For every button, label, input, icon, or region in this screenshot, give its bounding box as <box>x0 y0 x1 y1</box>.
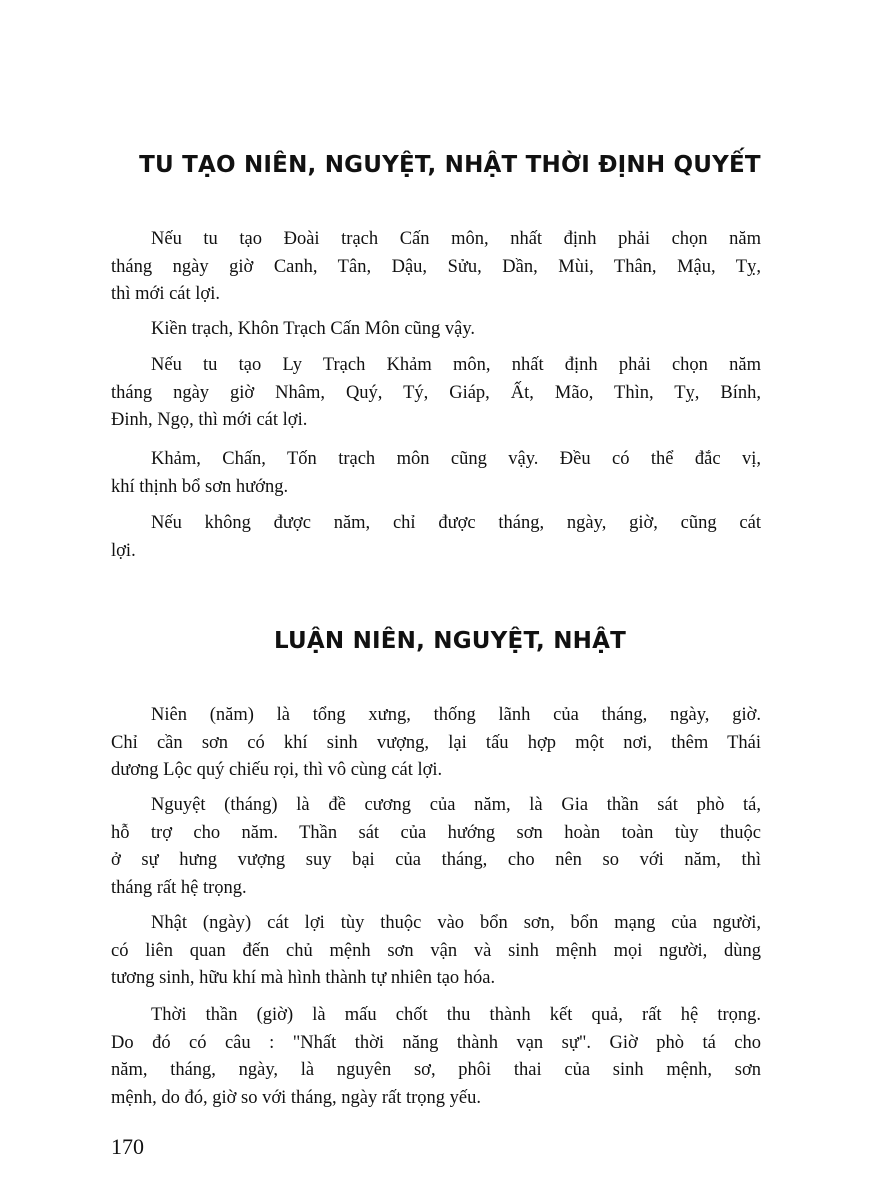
text-line: Đinh, Ngọ, thì mới cát lợi. <box>111 410 308 430</box>
text-line: Kiền trạch, Khôn Trạch Cấn Môn cũng vậy. <box>151 319 476 339</box>
paragraph <box>111 510 761 565</box>
text-line: ở sự hưng vượng suy bại của tháng, cho nên so với năm, thì <box>111 850 761 870</box>
text-line: thì mới cát lợi. <box>111 284 220 304</box>
paragraph <box>111 446 761 501</box>
text-line: Chỉ cần sơn có khí sinh vượng, lại tấu hợp một nơi, thêm Thái <box>111 732 761 753</box>
text-line: năm, tháng, ngày, là nguyên sơ, phôi thai của sinh mệnh, sơn <box>111 1060 761 1080</box>
paragraph <box>111 352 761 435</box>
text-line: tháng ngày giờ Canh, Tân, Dậu, Sửu, Dần, Mùi, Thân, Mậu, Tỵ, <box>111 256 761 277</box>
text-line: tháng rất hệ trọng. <box>111 877 247 898</box>
text-line: Do đó có câu : "Nhất thời năng thành vạn sự". Giờ phò tá cho <box>111 1032 761 1053</box>
page-number: 170 <box>111 1134 144 1159</box>
paragraph <box>111 702 761 785</box>
paragraph <box>111 316 761 344</box>
text-line: Khảm, Chấn, Tốn trạch môn cũng vậy. Đều có thể đắc vị, <box>151 449 761 469</box>
text-line: Niên (năm) là tổng xưng, thống lãnh của tháng, ngày, giờ. <box>151 705 761 725</box>
paragraph <box>111 226 761 309</box>
text-line: Nếu tu tạo Ly Trạch Khảm môn, nhất định phải chọn năm <box>151 355 761 375</box>
text-line: mệnh, do đó, giờ so với tháng, ngày rất trọng yếu. <box>111 1087 481 1108</box>
text-line: Nhật (ngày) cát lợi tùy thuộc vào bổn sơn, bổn mạng của người, <box>151 913 761 933</box>
text-line: Nếu không được năm, chỉ được tháng, ngày, giờ, cũng cát <box>151 513 761 533</box>
paragraph <box>111 1002 761 1112</box>
paragraph <box>111 792 761 902</box>
section-heading-1: TU TẠO NIÊN, NGUYỆT, NHẬT THỜI ĐỊNH QUYẾT <box>139 152 761 178</box>
paragraph <box>111 910 761 993</box>
text-line: Thời thần (giờ) là mấu chốt thu thành kết quả, rất hệ trọng. <box>151 1005 761 1025</box>
text-line: dương Lộc quý chiếu rọi, thì vô cùng cát lợi. <box>111 760 443 780</box>
text-line: lợi. <box>111 540 136 561</box>
text-line: tương sinh, hữu khí mà hình thành tự nhiên tạo hóa. <box>111 968 496 988</box>
text-line: Nguyệt (tháng) là đề cương của năm, là Gia thần sát phò tá, <box>151 795 761 815</box>
text-line: Nếu tu tạo Đoài trạch Cấn môn, nhất định phải chọn năm <box>151 229 761 249</box>
text-line: có liên quan đến chủ mệnh sơn vận và sinh mệnh mọi người, dùng <box>111 940 761 961</box>
text-line: khí thịnh bổ sơn hướng. <box>111 476 289 497</box>
text-line: hỗ trợ cho năm. Thần sát của hướng sơn hoàn toàn tùy thuộc <box>111 822 761 843</box>
section-heading-2: LUẬN NIÊN, NGUYỆT, NHẬT <box>274 628 626 654</box>
text-line: tháng ngày giờ Nhâm, Quý, Tý, Giáp, Ất, Mão, Thìn, Tỵ, Bính, <box>111 382 761 403</box>
